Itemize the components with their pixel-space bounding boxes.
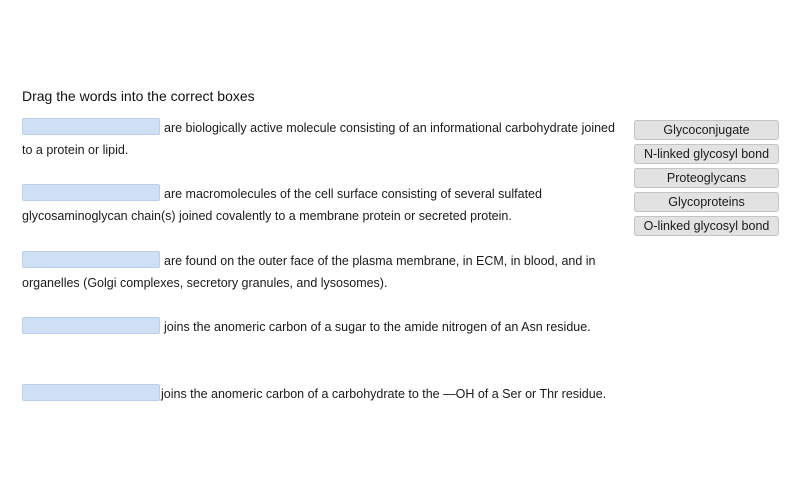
statement-text: joins the anomeric carbon of a sugar to the amide nitrogen of an Asn residue.	[164, 320, 591, 334]
statement-item	[22, 117, 632, 161]
statement-item	[22, 183, 632, 227]
statement-item	[22, 250, 632, 294]
instruction-text: Drag the words into the correct boxes	[22, 88, 255, 104]
statement-text: joins the anomeric carbon of a carbohydrate to the —OH of a Ser or Thr residue.	[161, 387, 607, 401]
drop-target-box[interactable]	[22, 118, 160, 135]
word-chip-glycoconjugate[interactable]: Glycoconjugate	[634, 120, 779, 140]
statement-text-continued: glycosaminoglycan chain(s) joined covalently to a membrane protein or secreted protein.	[22, 209, 512, 223]
drop-target-box[interactable]	[22, 251, 160, 268]
statement-text: are found on the outer face of the plasma membrane, in ECM, in blood, and in	[164, 254, 596, 268]
statement-item	[22, 316, 632, 338]
statement-text-continued: to a protein or lipid.	[22, 143, 129, 157]
word-chip-o-linked-glycosyl-bond[interactable]: O-linked glycosyl bond	[634, 216, 779, 236]
drop-target-box[interactable]	[22, 184, 160, 201]
drop-target-box[interactable]	[22, 317, 160, 334]
statement-text: are biologically active molecule consisting of an informational carbohydrate joined	[164, 121, 615, 135]
statement-text-continued: organelles (Golgi complexes, secretory granules, and lysosomes).	[22, 276, 388, 290]
word-chip-glycoproteins[interactable]: Glycoproteins	[634, 192, 779, 212]
drop-target-box[interactable]	[22, 384, 160, 401]
word-chip-proteoglycans[interactable]: Proteoglycans	[634, 168, 779, 188]
statement-item	[22, 383, 632, 405]
word-bank	[634, 120, 779, 240]
word-chip-n-linked-glycosyl-bond[interactable]: N-linked glycosyl bond	[634, 144, 779, 164]
statement-text: are macromolecules of the cell surface consisting of several sulfated	[164, 187, 542, 201]
